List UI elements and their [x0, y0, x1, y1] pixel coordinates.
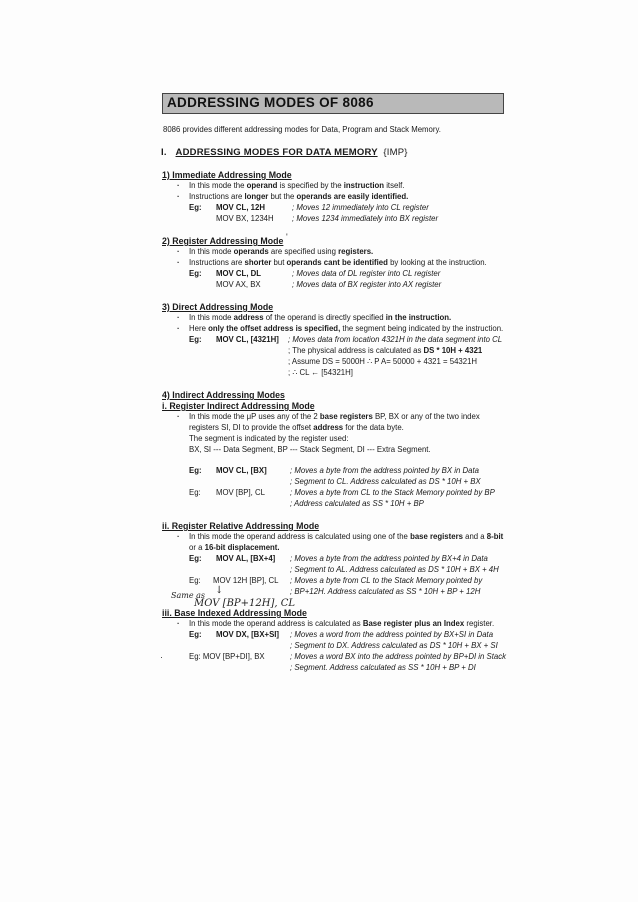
register-indirect-eg-label-1: Eg:	[189, 466, 202, 475]
register-example-2: MOV AX, BX	[216, 280, 261, 289]
register-relative-eg-label-1: Eg:	[189, 554, 202, 563]
direct-comment-4: ; ∴ CL ← [54321H]	[288, 368, 353, 377]
stray-dot: ·	[160, 652, 163, 662]
register-relative-heading: ii. Register Relative Addressing Mode	[162, 521, 320, 531]
intro-text: 8086 provides different addressing modes for Data, Program and Stack Memory.	[163, 125, 441, 134]
register-indirect-ex1-comment-1: ; Moves a byte from the address pointed by BX in Data	[290, 466, 479, 475]
base-indexed-example-2: Eg: MOV [BP+DI], BX	[189, 652, 265, 661]
register-example-2-comment: ; Moves data of BX register into AX register	[292, 280, 442, 289]
register-relative-eg-label-2: Eg:	[189, 576, 201, 585]
direct-eg-label: Eg:	[189, 335, 202, 344]
register-indirect-heading: i. Register Indirect Addressing Mode	[162, 401, 315, 411]
register-relative-line-1: · In this mode the operand address is calculated using one of the base registers and a 8-bit	[189, 532, 503, 542]
direct-heading: 3) Direct Addressing Mode	[162, 302, 274, 312]
base-indexed-eg-label: Eg:	[189, 630, 202, 639]
immediate-example-2-comment: ; Moves 1234 immediately into BX register	[292, 214, 439, 223]
register-indirect-ex1-comment-2: ; Segment to CL. Address calculated as DS * 10H + BX	[290, 477, 481, 486]
register-relative-ex2-comment-1: ; Moves a byte from CL to the Stack Memory pointed by	[290, 576, 483, 585]
register-relative-line-2: or a 16-bit displacement.	[189, 543, 280, 552]
base-indexed-heading: iii. Base Indexed Addressing Mode	[162, 608, 307, 618]
register-indirect-ex2-comment-2: ; Address calculated as SS * 10H + BP	[290, 499, 424, 508]
register-example-1-comment: ; Moves data of DL register into CL register	[292, 269, 441, 278]
register-bullet-1: · In this mode operands are specified using registers.	[189, 247, 373, 257]
register-indirect-example-1: MOV CL, [BX]	[216, 466, 267, 475]
title-banner	[162, 93, 504, 114]
immediate-eg-label: Eg:	[189, 203, 202, 212]
page-title: ADDRESSING MODES OF 8086	[167, 95, 374, 110]
register-relative-ex1-comment-1: ; Moves a byte from the address pointed by BX+4 in Data	[290, 554, 488, 563]
base-indexed-ex1-comment-2: ; Segment to DX. Address calculated as DS * 10H + BX + SI	[290, 641, 498, 650]
register-relative-example-1: MOV AL, [BX+4]	[216, 554, 276, 563]
register-indirect-line-2: registers SI, DI to provide the offset address for the data byte.	[189, 423, 404, 432]
direct-comment-2: ; The physical address is calculated as DS * 10H + 4321	[288, 346, 483, 355]
register-relative-ex1-comment-2: ; Segment to AL. Address calculated as DS * 10H + BX + 4H	[290, 565, 499, 574]
handwritten-arrow: ↓	[215, 585, 224, 596]
immediate-heading: 1) Immediate Addressing Mode	[162, 170, 292, 180]
base-indexed-line-1: · In this mode the operand address is calculated as Base register plus an Index register.	[189, 619, 494, 629]
register-indirect-line-4: BX, SI --- Data Segment, BP --- Stack Segment, DI --- Extra Segment.	[189, 445, 431, 454]
base-indexed-ex1-comment-1: ; Moves a word from the address pointed by BX+SI in Data	[290, 630, 494, 639]
base-indexed-example-1: MOV DX, [BX+SI]	[216, 630, 280, 639]
indirect-heading: 4) Indirect Addressing Modes	[162, 390, 285, 400]
immediate-bullet-2: · Instructions are longer but the operands are easily identified.	[189, 192, 408, 202]
direct-bullet-1: · In this mode address of the operand is directly specified in the instruction.	[189, 313, 451, 323]
register-indirect-line-1: · In this mode the μP uses any of the 2 base registers BP, BX or any of the two index	[189, 412, 480, 422]
base-indexed-ex2-comment-1: ; Moves a word BX into the address pointed by BP+DI in Stack	[290, 652, 507, 661]
direct-example: MOV CL, [4321H]	[216, 335, 279, 344]
register-example-1: MOV CL, DL	[216, 269, 262, 278]
register-indirect-eg-label-2: Eg:	[189, 488, 201, 497]
base-indexed-ex2-comment-2: ; Segment. Address calculated as SS * 10H + BP + DI	[290, 663, 476, 672]
immediate-example-1: MOV CL, 12H	[216, 203, 265, 212]
immediate-example-1-comment: ; Moves 12 immediately into CL register	[292, 203, 429, 212]
direct-comment-1: ; Moves data from location 4321H in the data segment into CL	[288, 335, 503, 344]
handwritten-code: MOV [BP+12H], CL	[194, 598, 296, 609]
immediate-bullet-1: · In this mode the operand is specified by the instruction itself.	[189, 181, 404, 191]
register-heading: 2) Register Addressing Mode	[162, 236, 284, 246]
handwritten-note: Same as	[171, 591, 205, 600]
direct-bullet-2: · Here only the offset address is specified, the segment being indicated by the instruction.	[189, 324, 503, 334]
section-heading: I. ADDRESSING MODES FOR DATA MEMORY {IMP}	[161, 147, 408, 158]
register-relative-ex2-comment-2: ; BP+12H. Address calculated as SS * 10H + BP + 12H	[290, 587, 481, 596]
register-relative-example-2: MOV 12H [BP], CL	[213, 576, 279, 585]
register-indirect-ex2-comment-1: ; Moves a byte from CL to the Stack Memory pointed by BP	[290, 488, 495, 497]
register-indirect-example-2: MOV [BP], CL	[216, 488, 265, 497]
immediate-example-2: MOV BX, 1234H	[216, 214, 274, 223]
register-indirect-line-3: The segment is indicated by the register used:	[189, 434, 349, 443]
tick-mark: '	[286, 232, 288, 242]
register-eg-label: Eg:	[189, 269, 202, 278]
register-bullet-2: · Instructions are shorter but operands cant be identified by looking at the instruction.	[189, 258, 487, 268]
direct-comment-3: ; Assume DS = 5000H ∴ P A= 50000 + 4321 = 54321H	[288, 357, 478, 366]
